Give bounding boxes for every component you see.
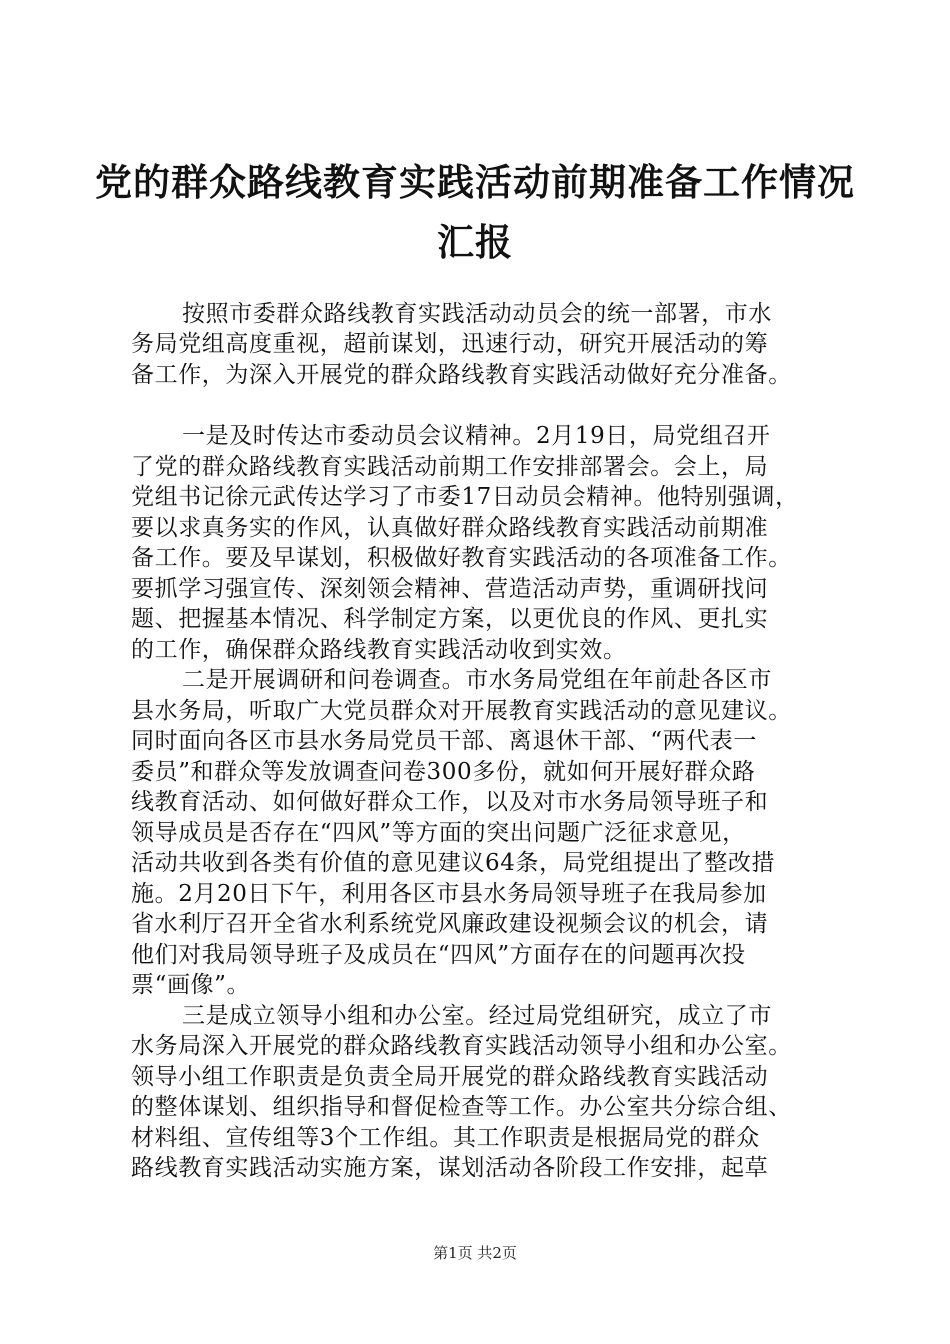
paragraph-2-line: 的工作，确保群众路线教育实践活动收到实效。 <box>131 637 627 663</box>
paragraph-4-line: 材料组、宣传组等3个工作组。其工作职责是根据局党的群众 <box>131 1125 760 1151</box>
paragraph-1-line: 备工作，为深入开展党的群众路线教育实践活动做好充分准备。 <box>131 362 792 388</box>
document-title-line-2: 汇报 <box>437 220 513 264</box>
paragraph-3-line: 票“画像”。 <box>131 972 251 998</box>
paragraph-2-line: 党组书记徐元武传达学习了市委17日动员会精神。他特别强调， <box>131 484 799 510</box>
document-title-line-1: 党的群众路线教育实践活动前期准备工作情况 <box>95 160 855 204</box>
paragraph-4-line: 路线教育实践活动实施方案，谋划活动各阶段工作安排，起草 <box>131 1155 769 1181</box>
paragraph-4-line: 的整体谋划、组织指导和督促检查等工作。办公室共分综合组、 <box>131 1094 792 1120</box>
paragraph-2-line: 要抓学习强宣传、深刻领会精神、营造活动声势，重调研找问 <box>131 576 769 602</box>
paragraph-3-line: 委员”和群众等发放调查问卷300多份，就如何开展好群众路 <box>131 759 756 785</box>
paragraph-3-line: 同时面向各区市县水务局党员干部、离退休干部、“两代表一 <box>131 728 757 754</box>
paragraph-1-line: 务局党组高度重视，超前谋划，迅速行动，研究开展活动的筹 <box>131 331 769 357</box>
paragraph-4-line: 领导小组工作职责是负责全局开展党的群众路线教育实践活动 <box>131 1064 769 1090</box>
paragraph-3-line: 线教育活动、如何做好群众工作，以及对市水务局领导班子和 <box>131 789 769 815</box>
paragraph-4-line: 水务局深入开展党的群众路线教育实践活动领导小组和办公室。 <box>131 1033 792 1059</box>
paragraph-3-line: 活动共收到各类有价值的意见建议64条，局党组提出了整改措 <box>131 850 776 876</box>
paragraph-2-line: 一是及时传达市委动员会议精神。2月19日，局党组召开 <box>182 423 771 449</box>
paragraph-4-line: 三是成立领导小组和办公室。经过局党组研究，成立了市 <box>182 1003 772 1029</box>
paragraph-3-line: 施。2月20日下午，利用各区市县水务局领导班子在我局参加 <box>131 881 767 907</box>
paragraph-3-line: 二是开展调研和问卷调查。市水务局党组在年前赴各区市 <box>182 667 772 693</box>
paragraph-2-line: 要以求真务实的作风，认真做好群众路线教育实践活动前期准 <box>131 515 769 541</box>
paragraph-3-line: 县水务局，听取广大党员群众对开展教育实践活动的意见建议。 <box>131 698 792 724</box>
paragraph-2-line: 题、把握基本情况、科学制定方案，以更优良的作风、更扎实 <box>131 606 769 632</box>
paragraph-3-line: 领导成员是否存在“四风”等方面的突出问题广泛征求意见， <box>131 820 746 846</box>
paragraph-3-line: 他们对我局领导班子及成员在“四风”方面存在的问题再次投 <box>131 942 746 968</box>
paragraph-3-line: 省水利厅召开全省水利系统党风廉政建设视频会议的机会，请 <box>131 911 769 937</box>
paragraph-2-line: 备工作。要及早谋划，积极做好教育实践活动的各项准备工作。 <box>131 545 792 571</box>
paragraph-2-line: 了党的群众路线教育实践活动前期工作安排部署会。会上，局 <box>131 454 769 480</box>
paragraph-1-line: 按照市委群众路线教育实践活动动员会的统一部署，市水 <box>182 301 772 327</box>
page-footer: 第1页 共2页 <box>433 1244 517 1262</box>
